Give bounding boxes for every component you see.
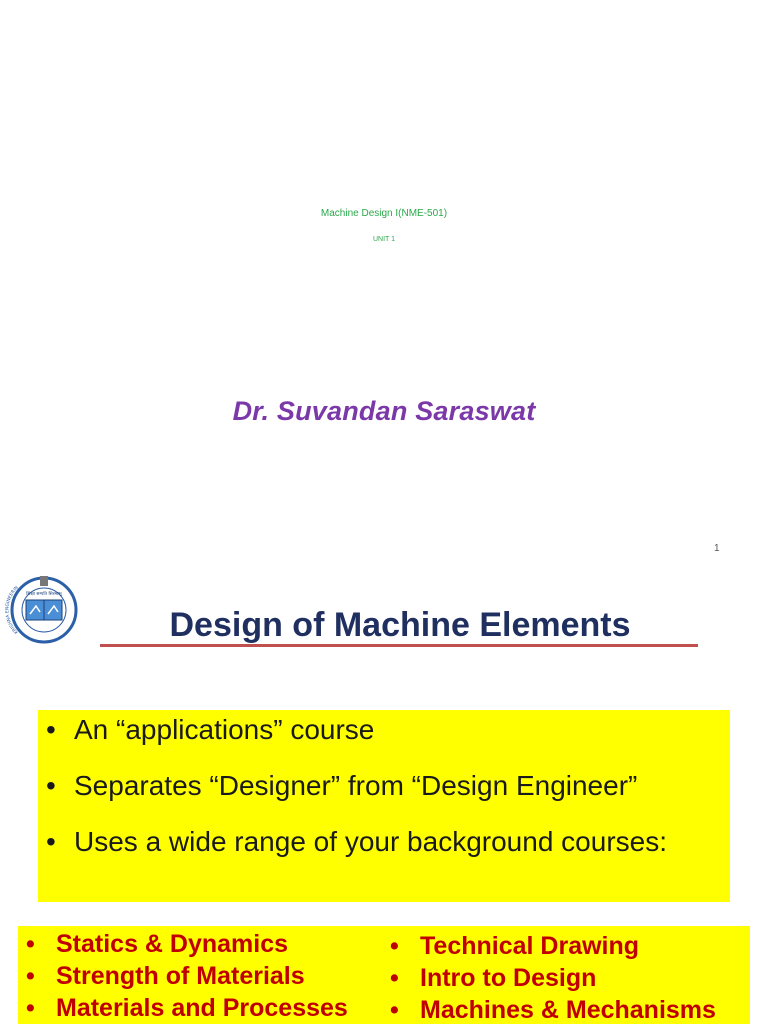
slide-title: Design of Machine Elements: [169, 606, 631, 644]
logo-ring-text: KRISHNA ENGINEERIN: [5, 585, 20, 635]
title-underline: [100, 644, 698, 647]
unit-label: UNIT 1: [372, 236, 396, 243]
course-item: • Technical Drawing: [390, 932, 640, 960]
bullet-dot-icon: •: [390, 996, 399, 1024]
course-item: • Machines & Mechanisms: [390, 996, 716, 1024]
course-item: • Intro to Design: [390, 964, 597, 992]
bullet-dot-icon: •: [390, 964, 399, 992]
courses-panel: [18, 926, 750, 1024]
college-logo: [0, 574, 88, 644]
bullet-dot-icon: •: [46, 714, 56, 745]
bullet-dot-icon: •: [26, 930, 35, 958]
author-name: Dr. Suvandan Saraswat: [232, 396, 536, 426]
bullet-item: • An “applications” course: [46, 714, 375, 745]
course-item: • Materials and Processes: [26, 994, 348, 1022]
bullet-item: • Separates “Designer” from “Design Engineer”: [46, 770, 638, 801]
course-title: Machine Design I(NME-501): [320, 208, 448, 219]
page-number: 1: [714, 543, 720, 554]
bullet-item: • Uses a wide range of your background courses:: [46, 826, 667, 857]
course-item: • Strength of Materials: [26, 962, 305, 990]
logo-hindi-text: शिक्षा सम्पति सिरम्प्रभु: [26, 592, 62, 597]
bullet-dot-icon: •: [46, 826, 56, 857]
bullet-dot-icon: •: [390, 932, 399, 960]
course-item: • Statics & Dynamics: [26, 930, 289, 958]
bullet-dot-icon: •: [26, 962, 35, 990]
bullet-dot-icon: •: [46, 770, 56, 801]
bullet-dot-icon: •: [26, 994, 35, 1022]
